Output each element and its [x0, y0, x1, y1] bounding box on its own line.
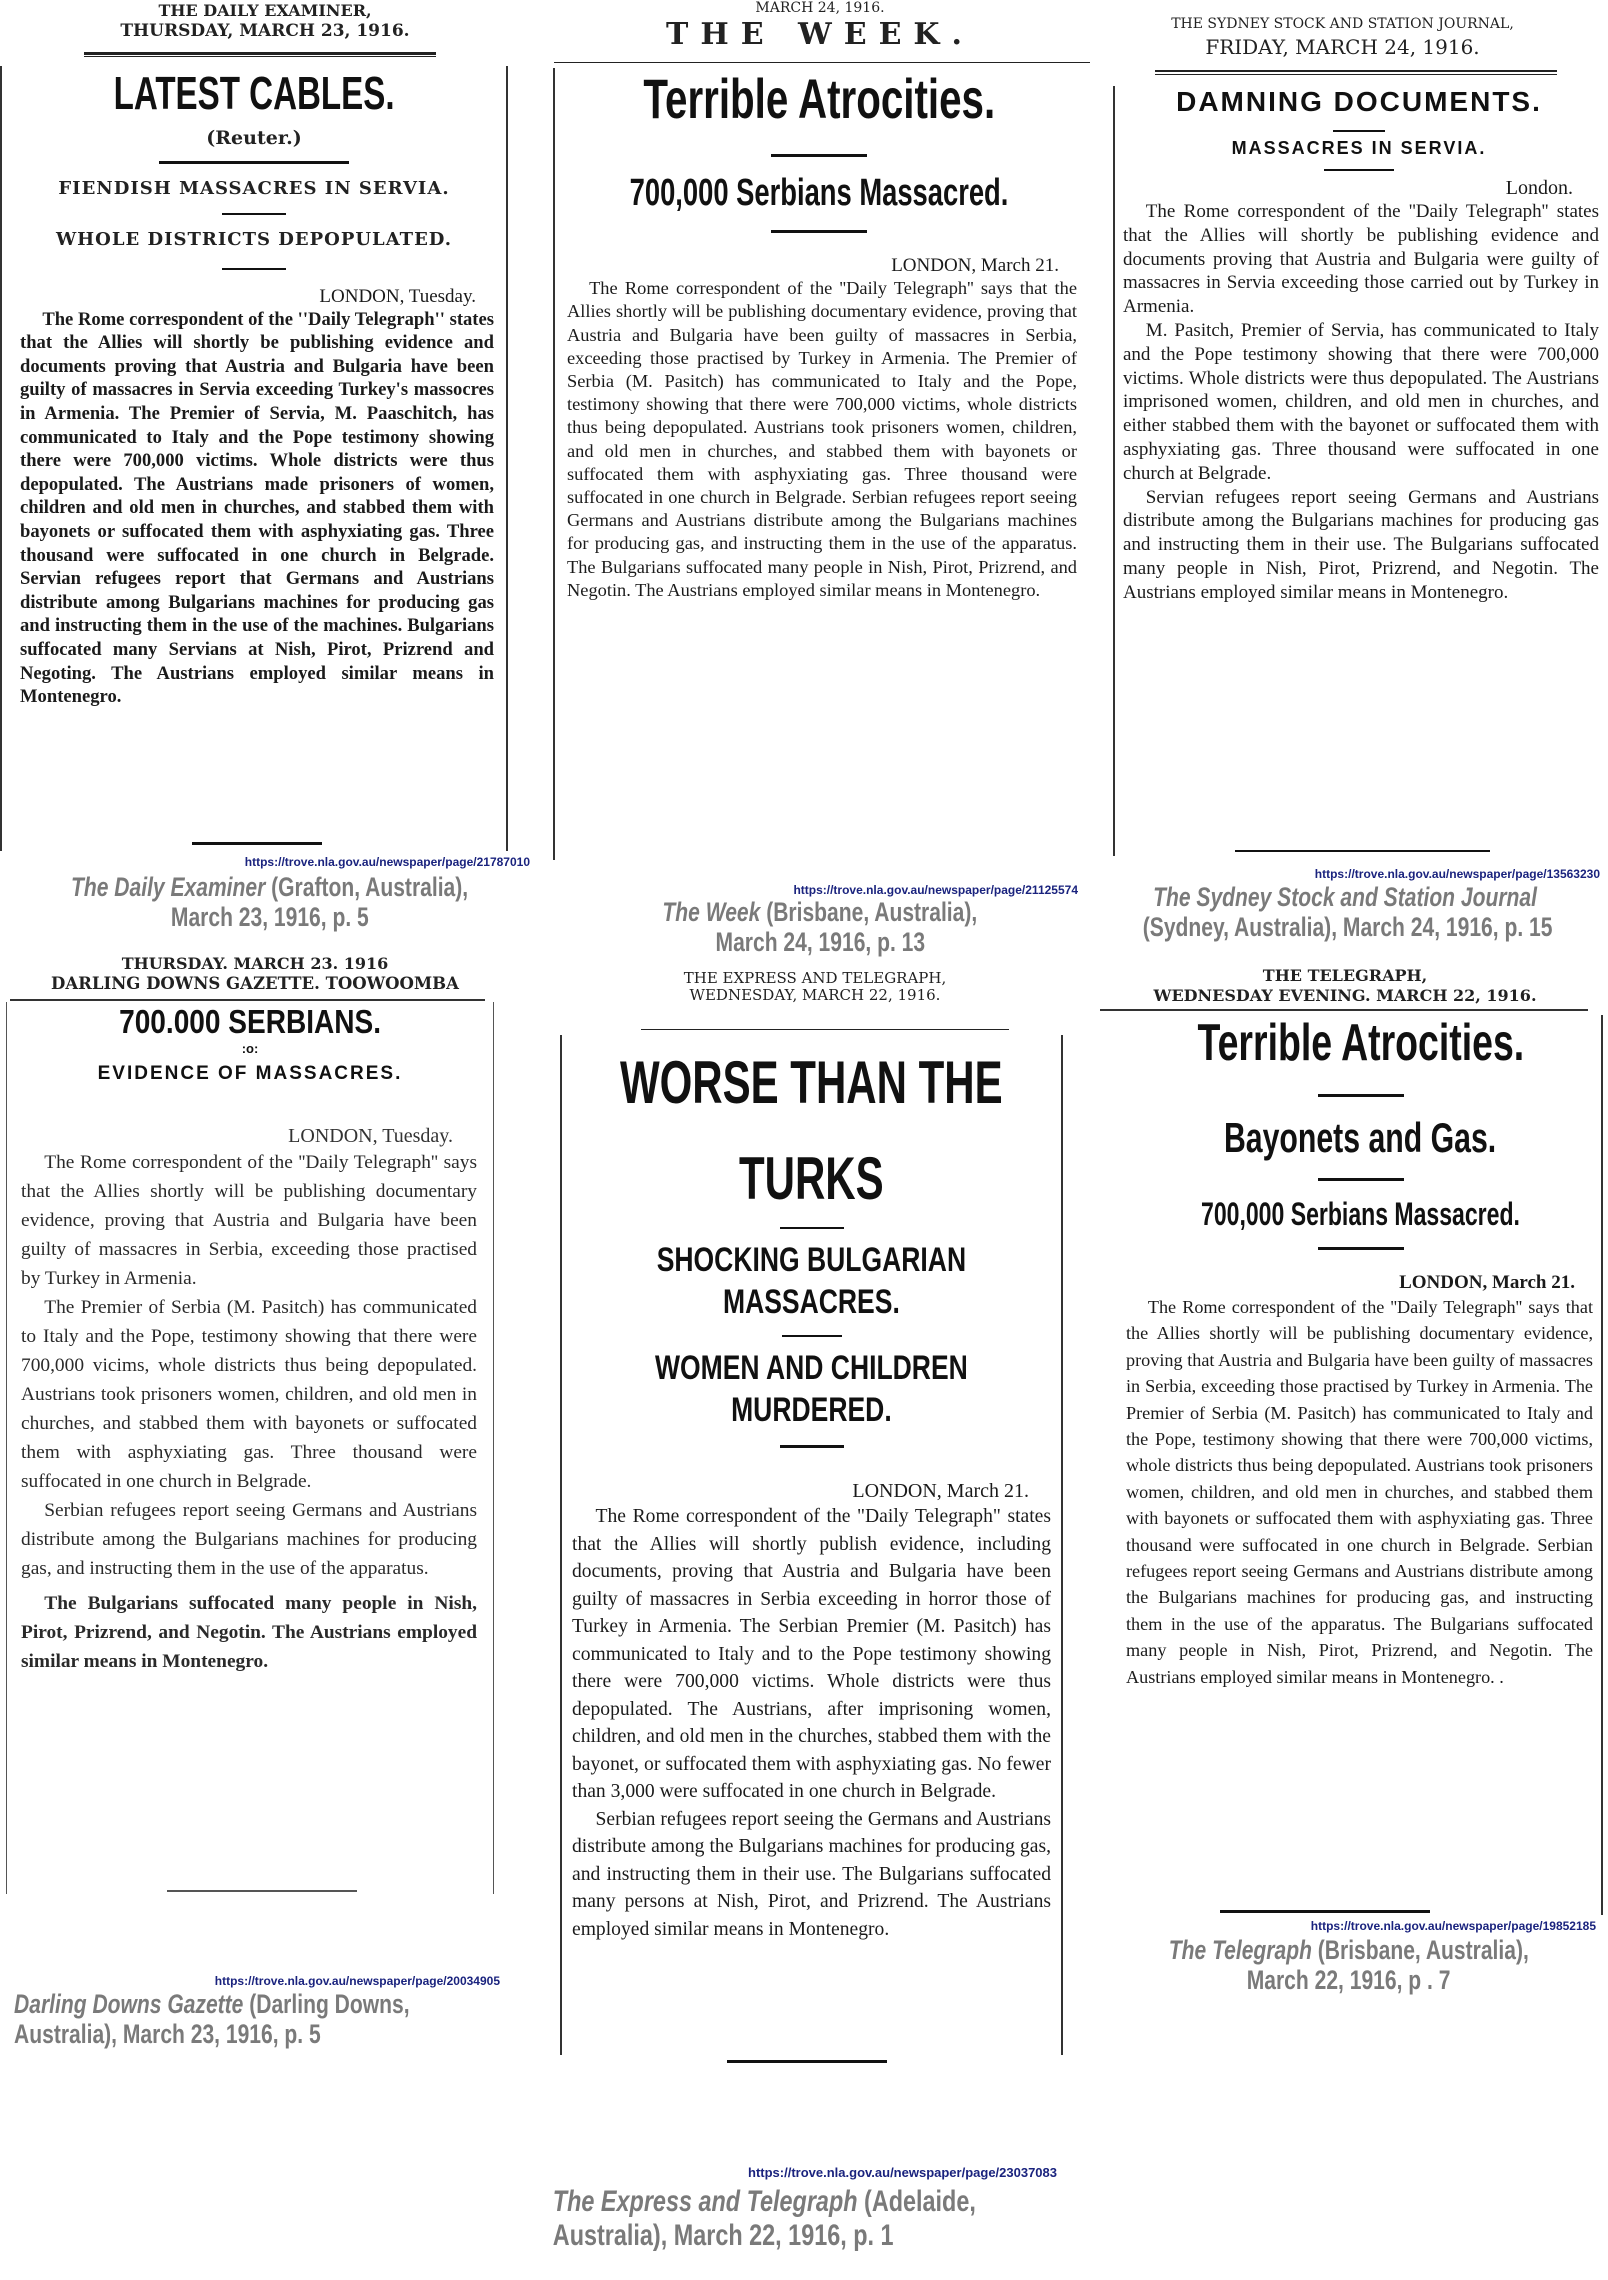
paragraph: Servian refugees report seeing Germans and Austrians distribute among the Bulgarians machines for producing gas and instructing them in their use. The Bulgarians suffocated many people in Nish, Pirot, Prizrend, and Negotin. The Austrians employed similar means in Montenegro.	[1123, 486, 1599, 603]
article-box	[6, 1002, 494, 1894]
divider-rule	[1318, 1094, 1404, 1097]
end-rule	[727, 2060, 887, 2063]
caption-date: Australia), March 23, 1916, p. 5	[14, 2019, 321, 2050]
caption-date: March 22, 1916, p . 7	[1247, 1965, 1451, 1996]
source-link[interactable]: https://trove.nla.gov.au/newspaper/page/21787010	[244, 855, 530, 869]
divider-rule	[222, 213, 286, 215]
divider-rule	[1333, 130, 1385, 132]
masthead-rule	[641, 1029, 1009, 1030]
source-link[interactable]: https://trove.nla.gov.au/newspaper/page/23037083	[748, 2165, 1057, 2180]
caption-title: The Express and Telegraph	[552, 2185, 858, 2218]
paragraph: The Rome correspondent of the ''Daily Telegraph'' states that the Allies will shortly be publishing evidence and documents proving that Austria and Bulgaria have been guilty of massacres in Servia exceeding Turkey's massocres in Armenia. The Premier of Servia, M. Paaschitch, has communicated to Italy and the Pope testimony showing there were 700,000 victims. Whole districts were thus depopulated. The Austrians made prisoners of women, children and old men in churches, and stabbed them with bayonets or suffocated them with asphyxiating gas. Three thousand were suffocated in one church in Belgrade. Servian refugees report that Germans and Austrians distribute among Bulgarians machines for producing gas and instructing them in the use of the machines. Bulgarians suffocated many Servians at Nish, Pirot, Prizrend and Negoting. The Austrians employed similar means in Montenegro.	[20, 308, 494, 708]
divider-rule	[780, 1227, 844, 1229]
divider-rule	[771, 230, 867, 233]
divider-rule	[780, 1445, 844, 1448]
divider-rule	[222, 268, 286, 270]
caption	[0, 872, 540, 932]
subhead-districts: WHOLE DISTRICTS DEPOPULATED.	[55, 228, 453, 250]
headline: LATEST CABLES.	[113, 67, 395, 119]
clipping-darling-downs-gazette	[0, 954, 530, 2050]
masthead-date: THURSDAY, MARCH 23, 1916.	[120, 21, 410, 41]
masthead-rule	[1155, 70, 1557, 75]
article-body	[7, 1148, 493, 1676]
caption-date: (Sydney, Australia), March 24, 1916, p. 15	[1142, 912, 1553, 943]
article-body	[1115, 200, 1603, 605]
caption-place: (Darling Downs,	[243, 1989, 410, 2019]
masthead-rule	[1100, 1009, 1588, 1011]
dateline: LONDON, March 21.	[1399, 1271, 1575, 1293]
subhead: WOMEN AND CHILDREN MURDERED.	[655, 1349, 968, 1429]
caption-title: The Week	[662, 897, 761, 927]
divider-rule	[1324, 169, 1394, 171]
clipping-sydney-stock-journal	[1095, 0, 1608, 960]
divider-rule	[771, 154, 867, 157]
caption	[550, 897, 1090, 957]
article-body	[1120, 1294, 1601, 1690]
caption	[545, 2185, 1065, 2252]
ornament-rule	[159, 161, 349, 164]
article-box	[1120, 1015, 1603, 1915]
paragraph: M. Pasitch, Premier of Servia, has communicated to Italy and the Pope testimony showing that there were 700,000 victims. Whole districts were thus depopulated. The Austrians imprisoned women, children, and old men in churches, and either stabbed them with the bayonet or suffocated them with asphyxiating gas. Three thousand were suffocated in one church at Belgrade.	[1123, 319, 1599, 484]
clipping-the-telegraph	[1090, 965, 1608, 2085]
caption-title: The Daily Examiner	[71, 872, 266, 902]
subhead-fiendish: FIENDISH MASSACRES IN SERVIA.	[58, 177, 450, 199]
caption-date: Australia), March 22, 1916, p. 1	[552, 2218, 894, 2252]
masthead-date: THURSDAY. MARCH 23. 1916	[121, 954, 389, 973]
source-link[interactable]: https://trove.nla.gov.au/newspaper/page/13563230	[1314, 867, 1600, 881]
dateline: LONDON, March 21.	[852, 1480, 1029, 1502]
caption-place: (Adelaide,	[857, 2185, 976, 2218]
clipping-express-and-telegraph	[545, 965, 1065, 2280]
ornament: :o:	[241, 1040, 259, 1056]
subhead: MASSACRES IN SERVIA.	[1231, 138, 1487, 158]
source-link[interactable]: https://trove.nla.gov.au/newspaper/page/19852185	[1310, 1919, 1596, 1933]
article-box	[0, 66, 508, 851]
clipping-daily-examiner	[0, 0, 560, 933]
paragraph: The Bulgarians suffocated many people in Nish, Pirot, Prizrend, and Negotin. The Austrians employed similar means in Montenegro.	[21, 1592, 477, 1672]
paragraph: Serbian refugees report seeing Germans and Austrians distribute among the Bulgarians machines for producing gas, and instructing them in the use of the apparatus.	[21, 1499, 477, 1579]
masthead-name: THE DAILY EXAMINER,	[158, 1, 372, 20]
caption-date: March 24, 1916, p. 13	[715, 927, 925, 958]
paragraph: The Rome correspondent of the ''Daily Telegraph'' says that the Allies shortly will be publishing documentary evidence, proving that Austria and Bulgaria have been guilty of massacres in Serbia, exceeding those practised by Turkey in Armenia. The Premier of Serbia (M. Pasitch) has communicated to Italy and the Pope, testimony showing that there were 700,000 victims, whole districts thus being depopulated. Austrians took prisoners women, children, and old men in churches, and stabbed them with bayonets or suffocated them with asphyxiating gas. Three thousand were suffocated in one church in Belgrade. Serbian refugees report seeing Germans and Austrians distribute among the Bulgarians machines for producing gas, and instructing them in the use of the apparatus. The Bulgarians suffocated many people in Nish, Pirot, Prizrend, and Negotin. The Austrians employed similar means in Montenegro. .	[1126, 1296, 1593, 1687]
caption-title: The Sydney Stock and Station Journal	[1153, 882, 1537, 912]
paragraph: Serbian refugees report seeing the Germans and Austrians distribute among the Bulgarians machines for producing gas, and instructing them in their use. The Bulgarians suffocated many persons at Nish, Pirot, and Prizrend. The Austrians employed similar means in Montenegro.	[572, 1808, 1051, 1940]
caption-date: March 23, 1916, p. 5	[171, 902, 369, 933]
paragraph: The Rome correspondent of the ''Daily Telegraph'' states that the Allies will shortly be publishing evidence and documents proving that Austria and Bulgaria were guilty of massacres in Servia exceeding those carried out by Turkey in Armenia.	[1123, 201, 1599, 318]
headline: Terrible Atrocities.	[1197, 1014, 1524, 1072]
divider-rule	[1318, 1247, 1404, 1250]
article-box	[553, 68, 1083, 860]
caption-place: (Brisbane, Australia),	[760, 897, 978, 927]
masthead-date: WEDNESDAY EVENING. MARCH 22, 1916.	[1153, 986, 1537, 1005]
dateline: LONDON, March 21.	[891, 255, 1059, 277]
divider-rule	[1318, 1178, 1404, 1181]
caption-title: Darling Downs Gazette	[14, 1989, 244, 2019]
end-rule	[167, 1890, 357, 1892]
article-body	[2, 308, 506, 709]
masthead-date: FRIDAY, MARCH 24, 1916.	[1205, 35, 1480, 59]
masthead-rule	[554, 62, 1090, 63]
caption-place: (Brisbane, Australia),	[1312, 1935, 1530, 1965]
headline: DAMNING DOCUMENTS.	[1176, 86, 1542, 117]
masthead-name: DARLING DOWNS GAZETTE. TOOWOOMBA	[51, 974, 459, 993]
headline: 700.000 SERBIANS.	[119, 1003, 381, 1040]
divider-rule	[782, 1335, 842, 1337]
masthead-date: MARCH 24, 1916.	[755, 0, 885, 16]
masthead-rule	[84, 52, 436, 57]
clipping-the-week	[550, 0, 1090, 958]
article-box	[1113, 86, 1603, 856]
masthead-date: WEDNESDAY, MARCH 22, 1916.	[689, 986, 941, 1004]
source-link[interactable]: https://trove.nla.gov.au/newspaper/page/21125574	[793, 883, 1078, 897]
caption-title: The Telegraph	[1168, 1935, 1313, 1965]
masthead-name: THE TELEGRAPH,	[1262, 966, 1428, 985]
end-rule	[192, 842, 322, 845]
paragraph: The Rome correspondent of the ''Daily Telegraph'' says that the Allies shortly will be publishing documentary evidence, proving that Austria and Bulgaria have been guilty of massacres in Serbia, exceeding those practised by Turkey in Armenia. The Premier of Serbia (M. Pasitch) has communicated to Italy and the Pope, testimony showing that there were 700,000 victims, whole districts thus being depopulated. Austrians took prisoners women, children, and old men in churches, and stabbed them with bayonets or suffocated them with asphyxiating gas. Three thousand were suffocated in one church in Belgrade. Serbian refugees report seeing Germans and Austrians distribute among the Bulgarians machines for producing gas, and instructing them in the use of the apparatus. The Bulgarians suffocated many people in Nish, Pirot, Prizrend, and Negotin. The Austrians employed similar means in Montenegro.	[567, 278, 1077, 600]
article-body	[562, 1503, 1061, 1943]
dateline: London.	[1505, 177, 1573, 199]
article-box	[560, 1035, 1063, 2055]
caption-place: (Grafton, Australia),	[265, 872, 469, 902]
masthead-name: THE WEEK.	[666, 17, 974, 52]
source-link[interactable]: https://trove.nla.gov.au/newspaper/page/20034905	[214, 1974, 500, 1988]
subhead: 700,000 Serbians Massacred.	[1201, 1195, 1520, 1232]
subhead-reuter: (Reuter.)	[206, 126, 302, 149]
dateline: LONDON, Tuesday.	[319, 285, 476, 307]
caption	[1090, 1935, 1608, 1995]
dateline: LONDON, Tuesday.	[288, 1124, 453, 1147]
subhead: Bayonets and Gas.	[1224, 1114, 1497, 1162]
paragraph: The Rome correspondent of the ''Daily Telegraph'' says that the Allies shortly will be publishing documentary evidence, proving that Austria and Bulgaria have been guilty of massacres in Serbia, exceeding those practised by Turkey in Armenia.	[21, 1151, 477, 1289]
subhead: 700,000 Serbians Massacred.	[629, 171, 1009, 214]
subhead: EVIDENCE OF MASSACRES.	[97, 1062, 403, 1084]
caption	[0, 1989, 500, 2049]
subhead: SHOCKING BULGARIAN MASSACRES.	[656, 1241, 967, 1321]
paragraph: The Premier of Serbia (M. Pasitch) has communicated to Italy and the Pope, testimony showing that there were 700,000 vicims, whole districts thus being depopulated. Austrians took prisoners women, children, and old men in churches, and stabbed them with bayonets or suffocated them with asphyxiating gas. Three thousand were suffocated in one church in Belgrade.	[21, 1296, 477, 1492]
masthead-name: THE EXPRESS AND TELEGRAPH,	[683, 969, 947, 987]
masthead-rule	[10, 999, 485, 1001]
headline: Terrible Atrocities.	[643, 67, 995, 130]
headline: WORSE THAN THE TURKS	[620, 1049, 1003, 1212]
end-rule	[1220, 1910, 1430, 1913]
article-body	[555, 277, 1083, 602]
paragraph: The Rome correspondent of the "Daily Telegraph" states that the Allies will shortly publish evidence, including documents, proving that Austria and Bulgaria have been guilty of massacres in Serbia exceeding in horror those of Turkey in Armenia. The Serbian Premier (M. Pasitch) has communicated to Italy and to the Pope testimony showing there were 700,000 victims. Whole districts were thus depopulated. The Austrians, after imprisoning women, children, and old men in the churches, stabbed them with the bayonet, or suffocated them with asphyxiating gas. No fewer than 3,000 were suffocated in one church in Belgrade.	[572, 1506, 1051, 1802]
masthead-name: THE SYDNEY STOCK AND STATION JOURNAL,	[1171, 16, 1514, 32]
end-rule	[1235, 850, 1490, 852]
caption	[1085, 882, 1605, 942]
